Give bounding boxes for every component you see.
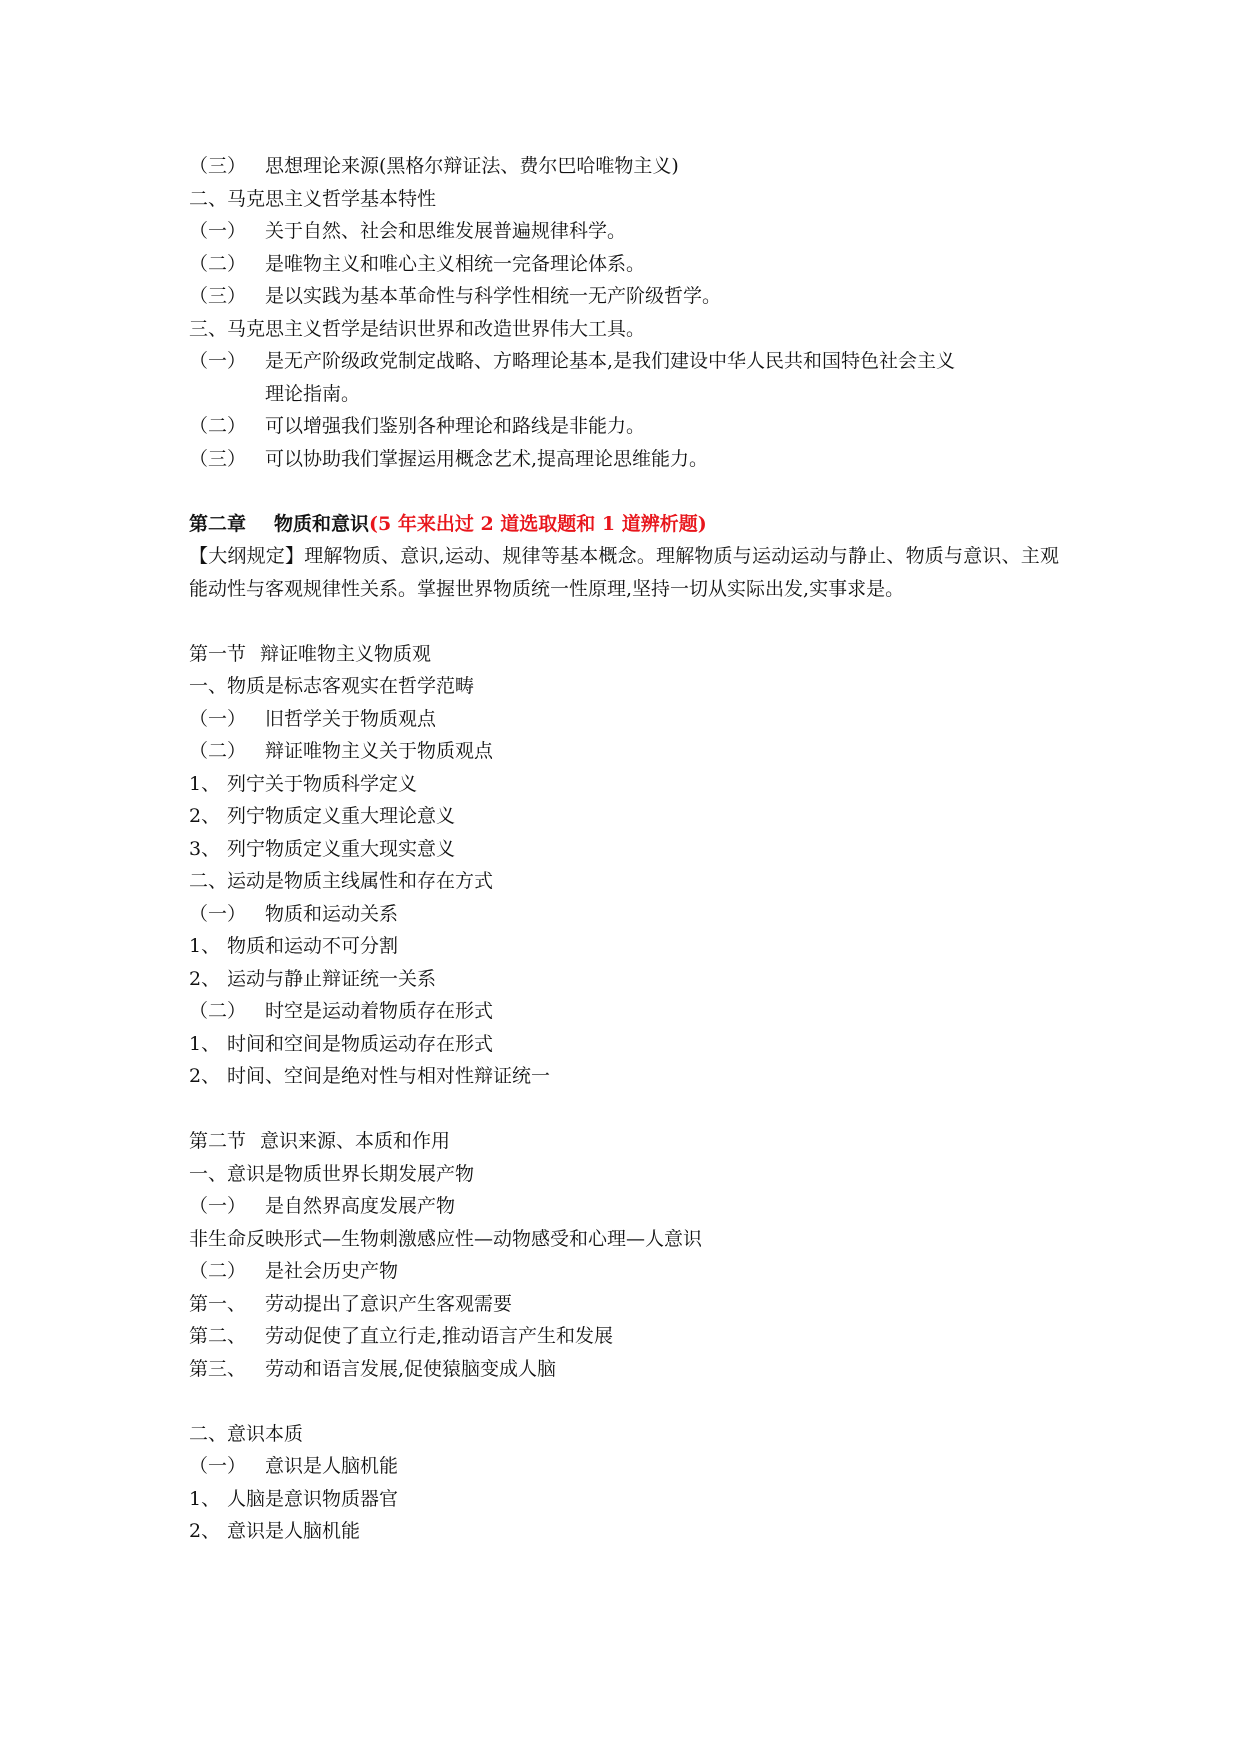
item-marker: （三）: [189, 155, 247, 177]
item-marker: 2、: [189, 1520, 221, 1542]
section-heading: [189, 313, 1059, 346]
list-item: [189, 1320, 1059, 1353]
item-text: 时间和空间是物质运动存在形式: [227, 1032, 494, 1055]
list-item: [189, 703, 1059, 736]
item-text: 列宁物质定义重大现实意义: [227, 837, 456, 860]
item-marker: （三）: [189, 447, 247, 470]
list-item: [189, 995, 1059, 1028]
item-text: 理论指南。: [265, 382, 361, 405]
item-marker: （二）: [189, 252, 247, 275]
section-title-text: 辩证唯物主义物质观: [260, 642, 432, 665]
list-item: [189, 150, 1059, 183]
chapter-label: 第二章: [189, 512, 247, 535]
item-marker: （一）: [189, 1195, 247, 1217]
item-text: 是以实践为基本革命性与科学性相统一无产阶级哲学。: [265, 285, 722, 307]
chapter-heading: [189, 508, 1059, 541]
list-item: [189, 735, 1059, 768]
list-item: [189, 898, 1059, 931]
list-item: [189, 1450, 1059, 1483]
chapter-title: 物质和意识: [274, 512, 370, 535]
item-marker: 1、: [189, 772, 221, 795]
outline-paragraph: 【大纲规定】理解物质、意识,运动、规律等基本概念。理解物质与运动运动与静止、物质与意识、主观能动性与客观规律性关系。掌握世界物质统一性原理,坚持一切从实际出发,实事求是。: [189, 545, 1059, 600]
section-heading: [189, 670, 1059, 703]
item-text: 劳动提出了意识产生客观需要: [265, 1292, 513, 1315]
item-text: 劳动促使了直立行走,推动语言产生和发展: [265, 1325, 614, 1347]
spacer: [189, 1385, 1059, 1418]
text-line: [189, 1223, 1059, 1256]
section-label: 第一节: [189, 642, 247, 665]
item-text: 是自然界高度发展产物: [265, 1195, 456, 1217]
list-item-continuation: [189, 378, 1059, 411]
heading-text: 二、意识本质: [189, 1422, 304, 1445]
list-item: [189, 248, 1059, 281]
item-marker: 1、: [189, 935, 221, 957]
spacer: [189, 605, 1059, 638]
item-text: 是无产阶级政党制定战略、方略理论基本,是我们建设中华人民共和国特色社会主义: [265, 350, 956, 372]
item-text: 是唯物主义和唯心主义相统一完备理论体系。: [265, 252, 646, 275]
list-item: [189, 1515, 1059, 1548]
item-text: 意识是人脑机能: [227, 1520, 361, 1542]
section-heading: [189, 183, 1059, 216]
item-text: 物质和运动不可分割: [227, 935, 399, 957]
item-marker: 2、: [189, 967, 221, 990]
item-marker: 第三、: [189, 1357, 247, 1380]
list-item: [189, 963, 1059, 996]
section-label: 第二节: [189, 1130, 247, 1152]
item-text: 旧哲学关于物质观点: [265, 707, 437, 730]
document-page: [189, 150, 1059, 1548]
section-title: [189, 1125, 1059, 1158]
list-item: [189, 1190, 1059, 1223]
item-text: 可以增强我们鉴别各种理论和路线是非能力。: [265, 415, 646, 437]
item-text: 意识是人脑机能: [265, 1455, 399, 1477]
item-text: 人脑是意识物质器官: [227, 1487, 399, 1510]
section-heading: [189, 865, 1059, 898]
section-title: [189, 638, 1059, 671]
list-item: [189, 1255, 1059, 1288]
list-item: [189, 833, 1059, 866]
item-text: 列宁关于物质科学定义: [227, 772, 418, 795]
heading-text: 二、马克思主义哲学基本特性: [189, 187, 437, 210]
chapter-note: (5 年来出过 2 道选取题和 1 道辨析题): [369, 512, 707, 535]
heading-text: 一、物质是标志客观实在哲学范畴: [189, 675, 475, 697]
item-text: 时空是运动着物质存在形式: [265, 1000, 494, 1022]
section-title-text: 意识来源、本质和作用: [260, 1130, 451, 1152]
item-marker: （三）: [189, 285, 247, 307]
item-marker: （一）: [189, 350, 247, 372]
list-item: [189, 1028, 1059, 1061]
list-item: [189, 768, 1059, 801]
spacer: [189, 1093, 1059, 1126]
item-marker: （二）: [189, 415, 247, 437]
item-marker: （一）: [189, 902, 247, 925]
section-heading: [189, 1418, 1059, 1451]
item-marker: （一）: [189, 1455, 247, 1477]
list-item: [189, 443, 1059, 476]
item-marker: 第二、: [189, 1325, 247, 1347]
item-text: 关于自然、社会和思维发展普遍规律科学。: [265, 220, 627, 242]
section-heading: [189, 1158, 1059, 1191]
item-marker: （一）: [189, 707, 247, 730]
list-item: [189, 1288, 1059, 1321]
item-marker: 2、: [189, 1065, 221, 1087]
item-text: 辩证唯物主义关于物质观点: [265, 740, 494, 762]
list-item: [189, 930, 1059, 963]
item-text: 思想理论来源(黑格尔辩证法、费尔巴哈唯物主义): [265, 155, 679, 177]
item-marker: 1、: [189, 1032, 221, 1055]
item-marker: 3、: [189, 837, 221, 860]
item-text: 劳动和语言发展,促使猿脑变成人脑: [265, 1357, 557, 1380]
list-item: [189, 1353, 1059, 1386]
item-marker: （一）: [189, 220, 247, 242]
list-item: [189, 215, 1059, 248]
item-marker: （二）: [189, 1000, 247, 1022]
item-marker: （二）: [189, 1260, 247, 1282]
item-text: 物质和运动关系: [265, 902, 399, 925]
item-text: 运动与静止辩证统一关系: [227, 967, 437, 990]
list-item: [189, 1060, 1059, 1093]
list-item: [189, 280, 1059, 313]
item-marker: 第一、: [189, 1292, 247, 1315]
line-text: 非生命反映形式—生物刺激感应性—动物感受和心理—人意识: [189, 1227, 703, 1250]
spacer: [189, 475, 1059, 508]
item-marker: （二）: [189, 740, 247, 762]
list-item: [189, 800, 1059, 833]
heading-text: 三、马克思主义哲学是结识世界和改造世界伟大工具。: [189, 317, 646, 340]
list-item: [189, 345, 1059, 378]
item-text: 时间、空间是绝对性与相对性辩证统一: [227, 1065, 551, 1087]
item-marker: 2、: [189, 805, 221, 827]
item-marker: 1、: [189, 1487, 221, 1510]
list-item: [189, 410, 1059, 443]
item-text: 列宁物质定义重大理论意义: [227, 805, 456, 827]
item-text: 是社会历史产物: [265, 1260, 399, 1282]
heading-text: 二、运动是物质主线属性和存在方式: [189, 870, 494, 892]
item-text: 可以协助我们掌握运用概念艺术,提高理论思维能力。: [265, 447, 709, 470]
list-item: [189, 1483, 1059, 1516]
heading-text: 一、意识是物质世界长期发展产物: [189, 1162, 475, 1185]
